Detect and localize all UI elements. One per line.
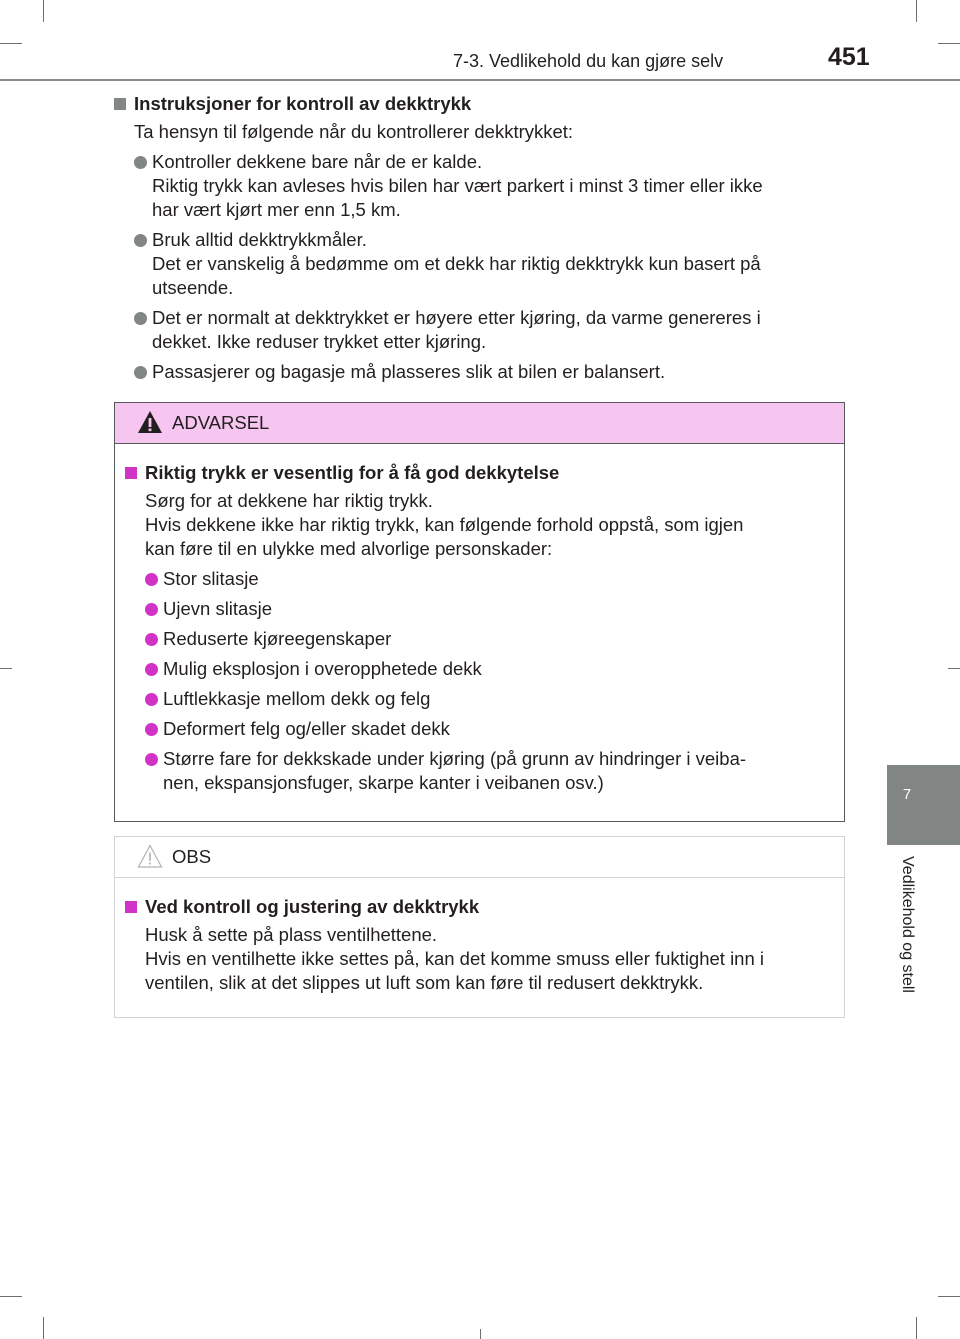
- notice-box: [114, 836, 845, 1018]
- bullet-dot-icon: [145, 603, 158, 616]
- warning-box: [114, 402, 845, 822]
- warning-list-line: nen, ekspansjonsfuger, skarpe kanter i veibanen osv.): [163, 772, 604, 793]
- crop-mark: [948, 668, 960, 669]
- crop-mark: [938, 43, 960, 44]
- bullet-dot-icon: [134, 156, 147, 169]
- warning-list-line: Stor slitasje: [163, 568, 259, 589]
- warning-text-line: Sørg for at dekkene har riktig trykk.: [145, 490, 433, 511]
- bullet-dot-icon: [145, 723, 158, 736]
- warning-list-item: [125, 567, 832, 591]
- bullet-dot-icon: [134, 312, 147, 325]
- page-number: 451: [828, 43, 870, 71]
- warning-heading-text: Riktig trykk er vesentlig for å få god dekkytelse: [145, 462, 560, 483]
- crop-mark: [43, 0, 44, 22]
- running-header-section: 7-3. Vedlikehold du kan gjøre selv: [453, 51, 724, 71]
- warning-list-item: [125, 657, 832, 681]
- warning-list-line: Luftlekkasje mellom dekk og felg: [163, 688, 431, 709]
- bullet-dot-icon: [145, 663, 158, 676]
- section-intro: Ta hensyn til følgende når du kontrollerer dekktrykket:: [134, 121, 574, 142]
- warning-heading: [125, 461, 832, 485]
- crop-mark: [480, 1329, 481, 1339]
- crop-mark: [938, 1296, 960, 1297]
- list-item-line: har vært kjørt mer enn 1,5 km.: [152, 199, 401, 220]
- bullet-dot-icon: [145, 633, 158, 646]
- bullet-dot-icon: [134, 234, 147, 247]
- square-marker-icon: [125, 467, 137, 479]
- notice-text: [145, 923, 832, 995]
- main-section: [114, 92, 846, 384]
- warning-text: [145, 489, 832, 561]
- notice-heading: [125, 895, 832, 919]
- section-heading: [114, 92, 846, 116]
- warning-list-line: Mulig eksplosjon i overopphetede dekk: [163, 658, 482, 679]
- warning-list-item: [125, 747, 832, 795]
- list-item-line: Passasjerer og bagasje må plasseres slik at bilen er balansert.: [152, 361, 666, 382]
- warning-list-item: [125, 627, 832, 651]
- warning-list-item: [125, 597, 832, 621]
- list-item-line: Riktig trykk kan avleses hvis bilen har vært parkert i minst 3 timer eller ikke: [152, 175, 763, 196]
- list-item-line: Det er normalt at dekktrykket er høyere etter kjøring, da varme genereres i: [152, 307, 761, 328]
- chapter-number: 7: [902, 786, 912, 803]
- crop-mark: [0, 43, 22, 44]
- crop-mark: [916, 0, 917, 22]
- chapter-tab: [887, 765, 960, 845]
- list-item-line: utseende.: [152, 277, 234, 298]
- crop-mark: [43, 1317, 44, 1339]
- notice-text-line: ventilen, slik at det slippes ut luft som kan føre til redusert dekktrykk.: [145, 972, 704, 993]
- notice-body: [115, 878, 844, 995]
- list-item: [114, 150, 846, 222]
- crop-mark: [0, 1296, 22, 1297]
- list-item: [114, 360, 846, 384]
- warning-text-line: kan føre til en ulykke med alvorlige personskader:: [145, 538, 553, 559]
- bullet-dot-icon: [134, 366, 147, 379]
- chapter-label: Vedlikehold og stell: [899, 856, 916, 993]
- crop-mark: [916, 1317, 917, 1339]
- warning-body: [115, 444, 844, 795]
- list-item: [114, 228, 846, 300]
- bullet-dot-icon: [145, 573, 158, 586]
- notice-heading-text: Ved kontroll og justering av dekktrykk: [145, 896, 480, 917]
- warning-list-item: [125, 687, 832, 711]
- chapter-label-wrap: [896, 856, 922, 1036]
- warning-list-item: [125, 717, 832, 741]
- warning-list-line: Deformert felg og/eller skadet dekk: [163, 718, 450, 739]
- warning-list-line: Større fare for dekkskade under kjøring (på grunn av hindringer i veiba-: [163, 748, 747, 769]
- notice-header: [115, 837, 844, 878]
- warning-list-line: Reduserte kjøreegenskaper: [163, 628, 392, 649]
- notice-text-line: Husk å sette på plass ventilhettene.: [145, 924, 438, 945]
- section-heading-text: Instruksjoner for kontroll av dekktrykk: [134, 93, 472, 114]
- square-marker-icon: [125, 901, 137, 913]
- warning-header: [115, 403, 844, 444]
- crop-mark: [0, 668, 12, 669]
- list-item: [114, 306, 846, 354]
- bullet-dot-icon: [145, 693, 158, 706]
- warning-label: ADVARSEL: [172, 412, 270, 433]
- warning-triangle-icon: [137, 410, 163, 434]
- header-rule: [0, 79, 960, 81]
- warning-list-line: Ujevn slitasje: [163, 598, 272, 619]
- square-marker-icon: [114, 98, 126, 110]
- notice-text-line: Hvis en ventilhette ikke settes på, kan det komme smuss eller fuktighet inn i: [145, 948, 765, 969]
- list-item-line: Det er vanskelig å bedømme om et dekk har riktig dekktrykk kun basert på: [152, 253, 761, 274]
- caution-triangle-outline-icon: [137, 844, 163, 868]
- list-item-line: dekket. Ikke reduser trykket etter kjøring.: [152, 331, 487, 352]
- list-item-line: Kontroller dekkene bare når de er kalde.: [152, 151, 483, 172]
- warning-text-line: Hvis dekkene ikke har riktig trykk, kan følgende forhold oppstå, som igjen: [145, 514, 744, 535]
- bullet-dot-icon: [145, 753, 158, 766]
- list-item-line: Bruk alltid dekktrykkmåler.: [152, 229, 367, 250]
- notice-label: OBS: [172, 846, 212, 867]
